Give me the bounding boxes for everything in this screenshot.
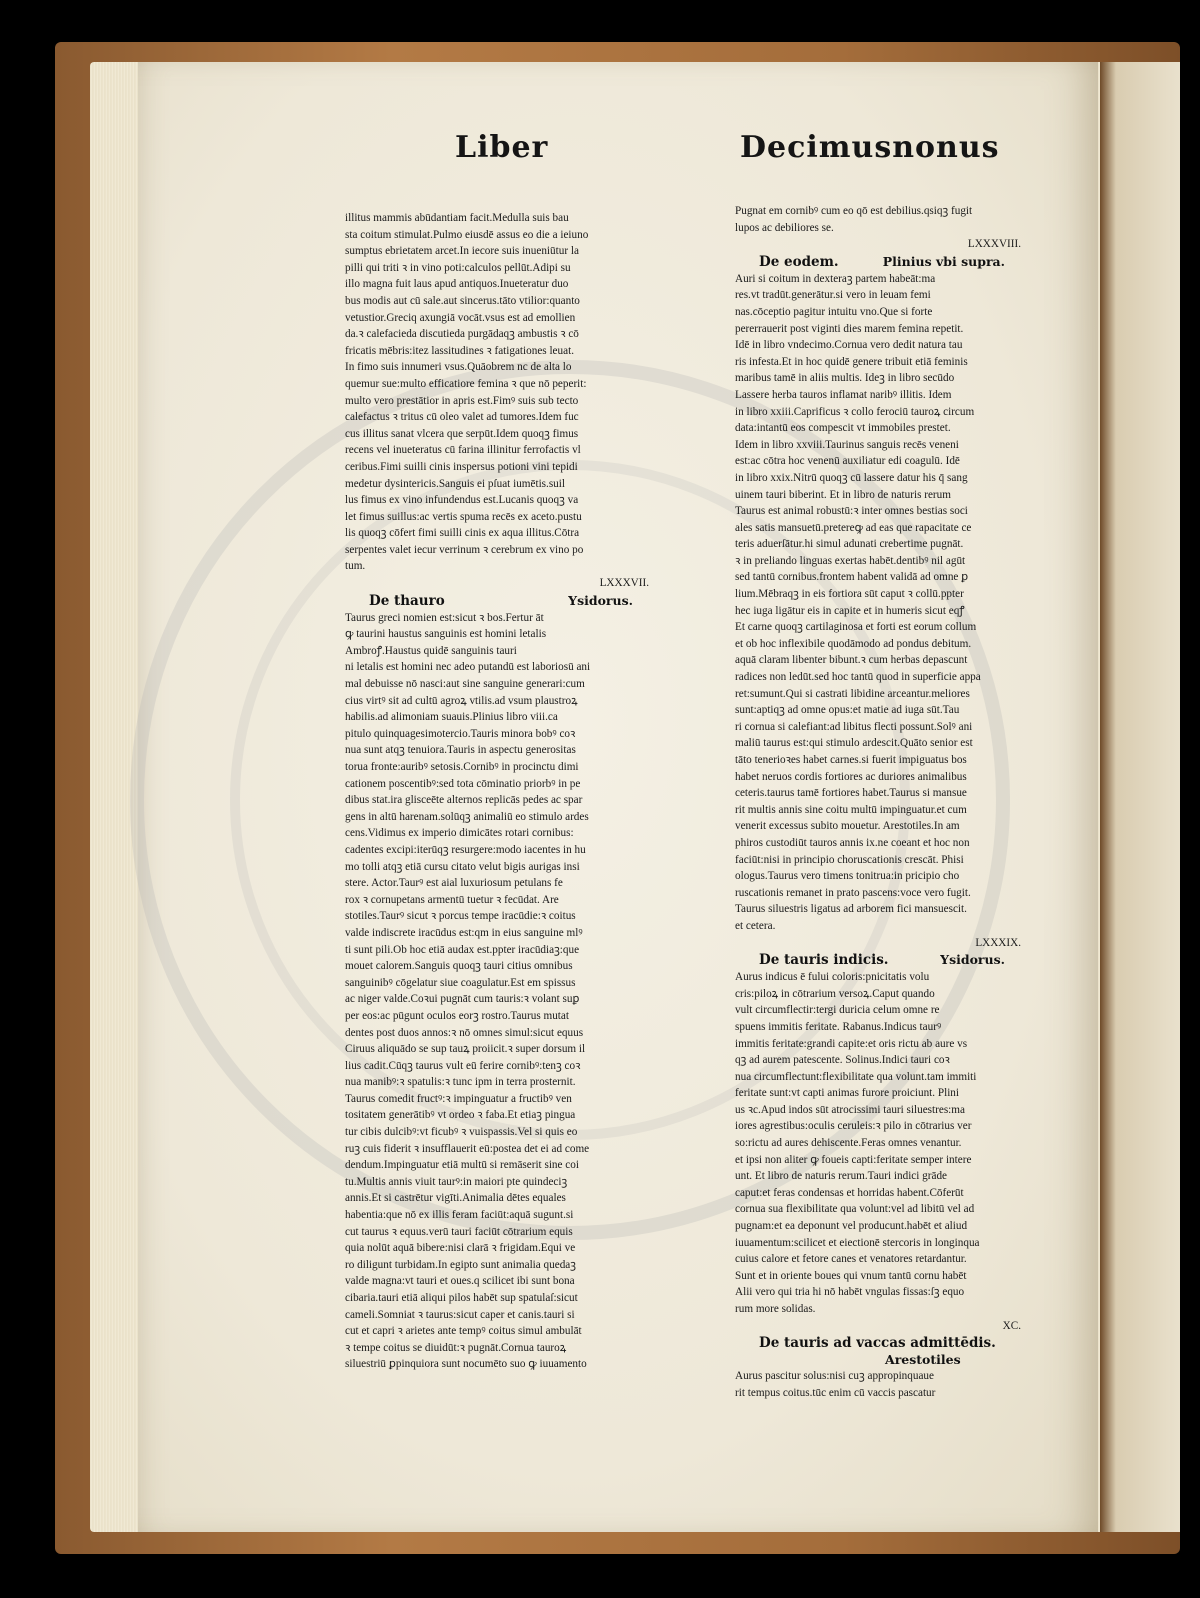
chapter-heading [735,253,1035,271]
chapter-title: De thauro [369,592,445,609]
chapter-numeral: LXXXVII. [599,577,649,590]
running-head-right: Decimusnonus [740,130,1000,165]
running-head-left: Liber [455,130,549,165]
text-column-right [735,203,1035,1401]
source-author: Plinius vbi supra. [882,253,1005,269]
chapter-title: De tauris indicis. [759,952,889,969]
chapter-numeral: LXXXVIII. [967,238,1021,251]
paragraph: Taurus greci nomien est:sicut ꝛ bos.Fertur āt ꝙ taurini haustus sanguinis est homini letalis Ambroꝭ.Haustus quidē sanguinis tauri ni letalis est homini nec adeo putandū est laboriosū ani mal debuisse nō nasci:aut sine sanguine generari:cum cius virtꝰ sit ad cultū agroꝝ vtilis.ad vsum plaustroꝝ habilis.ad alimoniam suauis.Plinius libro viii.ca pitulo quinquagesimotercio.Tauris minora bobꝰ coꝛ nua sunt atqꝫ tenuiora.Tauris in aspectu generositas torua fronte:auribꝰ setosis.Cornibꝰ in procinctu dimi cationem poscentibꝰ:sed tota cōminatio priorbꝰ in pe dibus stat.ira glisceēte alternos replicās pedes ac spar gens in altū harenam.solūqꝫ animaliū eo stimulo ardes cens.Vidimus ex imperio dimicātes rotari cornibus: cadentes excipi:iterūqꝫ resurgere:modo iacentes in hu mo tolli atqꝫ etiā cursu citato velut bigis aurigas insi stere. Actor.Taurꝰ est aial luxuriosum petulans fe rox ꝛ cornupetans armentū tuetur ꝛ fecūdat. Are stotiles.Taurꝰ sicut ꝛ porcus tempe iracūdie:ꝛ coitus valde indiscrete iracūdus est:qm in eius sanguine mlꝰ ti sunt pili.Ob hoc etiā audax est.ppter iracūdiaꝫ:que mouet calorem.Sanguis quoqꝫ tauri citius omnibus sanguinibꝰ cōgelatur siue coagulatur.Est em spissus ac niger valde.Coꝛui pugnāt cum tauris:ꝛ volant suꝑ per eos:ac pūgunt oculos eorꝫ rostro.Taurus mutat dentes post duos annos:ꝛ nō omnes simul:sicut equus Ciruus aliquādo se sup tauꝝ proiicit.ꝛ super dorsum il lius cadit.Cūqꝫ taurus vult eū ferire cornibꝰ:tenꝫ coꝛ nua manibꝰ:ꝛ spatulis:ꝛ tunc ipm in terra prosternit. Taurus comedit fructꝰ:ꝛ impinguatur a fructibꝰ ven tositatem generātibꝰ vt ordeo ꝛ faba.Et etiaꝫ pingua tur cibis dulcibꝰ:vt ficubꝰ ꝛ vuispassis.Vel si quis eo ruꝫ cuis fiderit ꝛ insufflauerit eū:postea det ei ad come dendum.Impinguatur etiā multū si remāserit sine coi tu.Multis annis viuit taurꝰ:in maiori pte quindeciꝫ annis.Et si castrētur vigīti.Animalia dētes equales habentia:que nō ex illis feram faciūt:aquā sugunt.si cut taurus ꝛ equus.verū tauri faciūt cōtrarium equis quia nolūt aquā bibere:nisi clarā ꝛ frigidam.Equi ve ro diligunt turbidam.In egipto sunt animalia quedaꝫ valde magna:vt tauri et oues.q scilicet ibi sunt bona cibaria.tauri etiā aliqui pilos habēt sup spatulaſ:sicut cameli.Somniat ꝛ taurus:sicut caper et canis.tauri si cut et capri ꝛ arietes ante tempꝰ coitus simul ambulāt ꝛ tempe coitus se diuidūt:ꝛ pugnāt.Cornua tauroꝝ siluestriū ꝑpinquiora sunt nocumēto suo ꝙ iuuamento [345,611,591,1371]
paragraph: Aurus pascitur solus:nisi cuꝫ appropinquaue rit tempus coitus.tūc enim cū vaccis pascatur [735,1370,936,1399]
paragraph: illitus mammis abūdantiam facit.Medulla suis bau sta coitum stimulat.Pulmo eiusdē assus eo die a ieiuno sumptus ebrietatem arcet.In iecore suis inueniūtur la pilli qui triti ꝛ in vino poti:calculos pellūt.Adipi su illo magna fuit laus apud antiquos.Inueteratur duo bus modis aut cū sale.aut sincerus.tāto vtilior:quanto vetustior.Greciq axungiā vocāt.vsus est ad emollien da.ꝛ calefacieda discutieda purgādaqꝫ ambustis ꝛ cō fricatis mēbris:itez lassitudines ꝛ fatigationes leuat. In fimo suis innumeri vsus.Quāobrem nc de alta lo quemur sue:multo efficatiore femina ꝛ que nō peperit: multo vero prestātior in apris est.Fimꝰ suis sub tecto calefactus ꝛ tritus cū oleo valet ad tumores.Idem fuc cus illitus sanat vlcera que serpūt.Idem quoqꝫ fimus recens vel inueteratus cū farina illinitur ferrofactis vl ceribus.Fimi suilli cinis inspersus potioni vini tepidi medetur dysintericis.Sanguis ei pſuat iumētis.suil lus fimus ex vino infundendus est.Lucanis quoqꝫ va let fimus suillus:ac vertis spuma recēs ex aceto.pustu lis quoqꝫ cōfert fimi suilli cinis ex aqua illitus.Cōtra serpentes valet iecur verrinum ꝛ cerebrum ex vino po tum. [345,212,589,573]
chapter-title: De eodem. [759,253,839,270]
chapter-numeral: XC. [1002,1319,1021,1332]
paragraph: Aurus indicus ē fului coloris:pnicitatis volu cris:piloꝝ in cōtrarium versoꝝ.Caput quando vult circumflectir:tergi duricia celum omne re spuens immitis feritate. Rabanus.Indicus taurꝰ immitis feritate:grandi capite:et oris rictu ab aure vs qꝫ ad aurem patescente. Solinus.Indici tauri coꝛ nua circumflectunt:flexibilitate qua volunt.tam immiti feritate sunt:vt capti animas furore proiciunt. Plini us ꝛc.Apud indos sūt atrocissimi tauri siluestres:ma iores agrestibus:oculis ceruleis:ꝛ pilo in cōtrarius ver so:rictu ad aures dehiscente.Feras omnes venantur. et ipsi non aliter ꝙ foueis capti:feritate semper intere unt. Et libro de naturis rerum.Tauri indici grāde caput:et feras condensas et horridas habent.Cōferūt cornua sua flexibilitate qua volunt:vel ad libitū vel ad pugnam:et ea deponunt vel producunt.habēt et aliud iuuamentum:scilicet et eiectionē stercoris in longinqua cuius calore et fetore canes et venatores retardantur. Sunt et in oriente boues qui vnum tantū cornu habēt Alii vero qui tria hi nō habēt vngulas fissas:ſꝫ equo rum more solidas. [735,971,980,1315]
chapter-numeral: LXXXIX. [975,936,1021,949]
paragraph: Pugnat em cornibꝰ cum eo qō est debilius.qsiqꝫ fugit lupos ac debiliores se. [735,205,973,234]
paragraph: Auri si coitum in dexteraꝫ partem habeāt:ma res.vt tradūt.generātur.si vero in leuam femi nas.cōceptio pagitur intuitu vno.Que si forte pererrauerit post viginti dies marem femina repetit. Idē in libro vndecimo.Cornua vero dedit natura tau ris infesta.Et in hoc quidē genere tribuit etiā feminis maribus tamē in aliis multis. Ideꝫ in libro secūdo Lassere herba tauros inflamat naribꝰ illitis. Idem in libro xxiii.Caprificus ꝛ collo ferociū tauroꝝ circum data:intantū eos compescit vt immobiles prestet. Idem in libro xxviii.Taurinus sanguis recēs veneni est:ac cōtra hoc venenū auxiliatur edi coagulū. Idē in libro xxix.Nitrū quoqꝫ cū lassere datur his q̄ sang uinem tauri biberint. Et in libro de naturis rerum Taurus est animal robustū:ꝛ inter omnes bestias soci ales satis mansuetū.pretereꝙ ad eas que rapacitate ce teris aduerſātur.hi simul adunati crebertime pugnāt. ꝛ in preliando linguas exertas habēt.dentibꝰ nil agūt sed tantū cornibus.frontem habent validā ad omne ꝑ lium.Mēbraqꝫ in eis fortiora sūt caput ꝛ collū.ppter hec iuga ligātur eis in capite et in humeris sicut eqꝭ Et carne quoqꝫ cartilaginosa et forti est eorum collum et ob hoc inflexibile quodāmodo ad pondus debitum. aquā claram libenter bibunt.ꝛ cum herbas depascunt radices non ledūt.sed hoc tantū quod in superficie appa ret:sumunt.Qui si castrati libidine arceantur.meliores sunt:aptiqꝫ ad omne opus:et matie ad iuga sūt.Tau ri cornua si calefiant:ad libitus flecti possunt.Solꝰ ani maliū taurus est:qui stimulo ardescit.Quāto senior est tāto tenerioꝛes habet carnes.si fuerit impiguatus bos habet neruos cordis fortiores ac duriores animalibus ceteris.taurus tamē fortiores habet.Taurus si mansue rit multis annis sine coitu multū impinguatur.et cum venerit excessus subito mouetur. Arestotiles.In am phiros custodiūt tauros annis ix.ne coeant et hoc non faciūt:nisi in principio choruscationis crescāt. Phisi ologus.Taurus vero timens tonitrua:in pricipio cho ruscationis remanet in prato pascens:voce vero fugit. Taurus siluestris ligatus ad arborem fici mansuescit. et cetera. [735,272,981,932]
chapter-title: De tauris ad vaccas admittēdis. [759,1335,996,1352]
chapter-heading [735,951,1035,969]
source-author: Arestotiles [885,1352,961,1368]
source-author: Ysidorus. [940,952,1005,968]
text-column-left [345,210,663,1373]
source-author: Ysidorus. [568,592,633,608]
facing-page-edge [1100,62,1180,1532]
chapter-heading [345,592,663,610]
